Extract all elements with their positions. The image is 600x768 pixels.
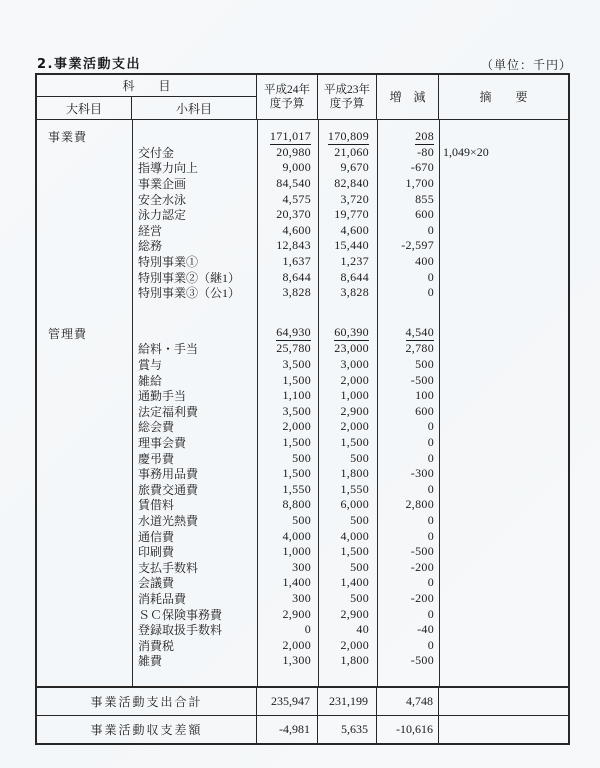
minor-category-cell: 特別事業②（継1） bbox=[138, 270, 241, 285]
minor-category-cell: 水道光熱費 bbox=[138, 513, 199, 528]
h23-budget-cell: 170,809 bbox=[327, 128, 369, 143]
diff-cell: 4,540 bbox=[405, 325, 434, 340]
diff-cell: -500 bbox=[410, 653, 434, 668]
diff-cell: 0 bbox=[427, 285, 434, 300]
balance-row bbox=[37, 715, 568, 743]
h24-budget-cell: 84,540 bbox=[276, 176, 311, 191]
table-row bbox=[37, 481, 568, 497]
table-row bbox=[37, 466, 568, 482]
h24-budget-cell: 500 bbox=[292, 512, 311, 527]
h24-budget-cell: 64,930 bbox=[276, 325, 311, 340]
diff-cell: 0 bbox=[427, 450, 434, 465]
table-row bbox=[37, 622, 568, 638]
h24-budget-cell: 8,800 bbox=[282, 497, 311, 512]
table-row bbox=[37, 301, 568, 326]
expenditure-table bbox=[35, 73, 570, 745]
h23-budget-cell: 1,500 bbox=[340, 544, 369, 559]
minor-category-cell: 安全水泳 bbox=[138, 192, 187, 207]
table-row bbox=[37, 207, 568, 223]
header-remarks-label: 摘 要 bbox=[479, 89, 528, 104]
table-header bbox=[37, 75, 568, 120]
remarks-cell: 1,049×20 bbox=[443, 144, 489, 159]
h24-budget-cell: 0 bbox=[304, 622, 311, 637]
h23-budget-cell: 2,000 bbox=[340, 419, 369, 434]
diff-cell bbox=[377, 306, 439, 321]
h23-budget-cell: 1,550 bbox=[340, 481, 369, 496]
minor-category-cell: 消費税 bbox=[138, 638, 175, 653]
h23-budget-cell: 23,000 bbox=[334, 341, 369, 356]
header-remarks bbox=[439, 75, 568, 119]
h23-budget-cell bbox=[318, 306, 377, 321]
diff-cell: 0 bbox=[427, 434, 434, 449]
minor-category-cell: 賃借料 bbox=[138, 498, 175, 513]
h24-budget-cell: 8,644 bbox=[282, 269, 311, 284]
table-row bbox=[37, 450, 568, 466]
header-major-category: 大科目 bbox=[37, 97, 132, 119]
h23-budget-cell: 40 bbox=[356, 622, 369, 637]
diff-cell: 0 bbox=[427, 606, 434, 621]
h24-budget-cell: 1,000 bbox=[282, 544, 311, 559]
balance-h23-value: 5,635 bbox=[318, 716, 377, 743]
minor-category-cell: ＳＣ保険事務費 bbox=[138, 607, 223, 622]
table-row bbox=[37, 372, 568, 388]
minor-category-cell: 交付金 bbox=[138, 145, 175, 160]
table-row bbox=[37, 435, 568, 451]
h24-budget-cell: 2,000 bbox=[282, 637, 311, 652]
minor-category-cell: 事務用品費 bbox=[138, 467, 199, 482]
h23-budget-cell: 1,400 bbox=[340, 575, 369, 590]
diff-cell: -2,597 bbox=[401, 238, 434, 253]
header-budget-h24-line2: 度予算 bbox=[269, 98, 305, 110]
diff-cell: 2,800 bbox=[405, 497, 434, 512]
diff-cell: -300 bbox=[410, 466, 434, 481]
minor-category-cell: 給料・手当 bbox=[138, 342, 199, 357]
h24-budget-cell: 25,780 bbox=[276, 341, 311, 356]
unit-label: （単位：千円） bbox=[480, 58, 572, 72]
table-row bbox=[37, 513, 568, 529]
diff-cell: 0 bbox=[427, 512, 434, 527]
h23-budget-cell: 500 bbox=[350, 559, 369, 574]
h23-budget-cell: 500 bbox=[350, 512, 369, 527]
h24-budget-cell: 1,100 bbox=[282, 388, 311, 403]
diff-cell: -80 bbox=[417, 144, 434, 159]
table-row bbox=[37, 575, 568, 591]
diff-cell: -200 bbox=[410, 559, 434, 574]
h23-budget-cell: 60,390 bbox=[334, 325, 369, 340]
balance-remarks-cell bbox=[439, 716, 568, 743]
h24-budget-cell: 9,000 bbox=[282, 160, 311, 175]
h23-budget-cell: 500 bbox=[350, 590, 369, 605]
h23-budget-cell: 4,000 bbox=[340, 528, 369, 543]
h23-budget-cell: 19,770 bbox=[334, 207, 369, 222]
table-row bbox=[37, 254, 568, 270]
table-row bbox=[37, 326, 568, 342]
h23-budget-cell: 2,900 bbox=[340, 606, 369, 621]
table-row bbox=[37, 341, 568, 357]
h23-budget-cell: 2,900 bbox=[340, 403, 369, 418]
h24-budget-cell: 1,500 bbox=[282, 372, 311, 387]
diff-cell: 600 bbox=[415, 403, 434, 418]
h24-budget-cell: 1,300 bbox=[282, 653, 311, 668]
h23-budget-cell: 2,000 bbox=[340, 637, 369, 652]
diff-cell: 0 bbox=[427, 575, 434, 590]
minor-category-cell: 登録取扱手数料 bbox=[138, 623, 223, 638]
balance-row-label: 事業活動収支差額 bbox=[37, 716, 257, 743]
total-diff-value: 4,748 bbox=[377, 688, 439, 715]
minor-category-cell: 雑費 bbox=[138, 654, 163, 669]
diff-cell: 855 bbox=[415, 191, 434, 206]
table-row bbox=[37, 160, 568, 176]
h23-budget-cell: 6,000 bbox=[340, 497, 369, 512]
h23-budget-cell: 8,644 bbox=[340, 269, 369, 284]
h24-budget-cell: 1,500 bbox=[282, 466, 311, 481]
balance-h24-value: -4,981 bbox=[257, 716, 318, 743]
h23-budget-cell: 500 bbox=[350, 450, 369, 465]
minor-category-cell: 旅費交通費 bbox=[138, 482, 199, 497]
header-subject: 科 目 bbox=[37, 75, 256, 97]
balance-diff-value: -10,616 bbox=[377, 716, 439, 743]
header-budget-h24 bbox=[257, 75, 318, 119]
minor-category-cell: 特別事業① bbox=[138, 255, 199, 270]
header-increase-decrease bbox=[377, 75, 439, 119]
diff-cell: -200 bbox=[410, 590, 434, 605]
h24-budget-cell: 2,000 bbox=[282, 419, 311, 434]
h24-budget-cell: 1,400 bbox=[282, 575, 311, 590]
h24-budget-cell: 300 bbox=[292, 590, 311, 605]
table-row bbox=[37, 497, 568, 513]
minor-category-cell: 消耗品費 bbox=[138, 591, 187, 606]
h24-budget-cell: 4,575 bbox=[282, 191, 311, 206]
h23-budget-cell: 1,000 bbox=[340, 388, 369, 403]
minor-category-cell: 特別事業③（公1） bbox=[138, 286, 241, 301]
h24-budget-cell: 3,828 bbox=[282, 285, 311, 300]
header-subject-group bbox=[37, 75, 257, 119]
minor-category-cell: 印刷費 bbox=[138, 545, 175, 560]
header-subject-sub bbox=[37, 97, 256, 119]
minor-category-cell: 通信費 bbox=[138, 529, 175, 544]
diff-cell: 500 bbox=[415, 357, 434, 372]
table-row bbox=[37, 129, 568, 145]
diff-cell: 208 bbox=[415, 128, 434, 143]
major-category-cell: 管理費 bbox=[48, 326, 88, 341]
table-row bbox=[37, 544, 568, 560]
diff-cell: 0 bbox=[427, 419, 434, 434]
table-row bbox=[37, 388, 568, 404]
diff-cell: 400 bbox=[415, 254, 434, 269]
diff-cell: 0 bbox=[427, 528, 434, 543]
minor-category-cell: 通勤手当 bbox=[138, 389, 187, 404]
diff-cell: 0 bbox=[427, 269, 434, 284]
diff-cell: -500 bbox=[410, 372, 434, 387]
table-row bbox=[37, 591, 568, 607]
minor-category-cell: 賞与 bbox=[138, 358, 163, 373]
diff-cell: 100 bbox=[415, 388, 434, 403]
total-h24-value: 235,947 bbox=[257, 688, 318, 715]
minor-category-cell: 雑給 bbox=[138, 373, 163, 388]
minor-category-cell: 総務 bbox=[138, 239, 163, 254]
h24-budget-cell bbox=[257, 306, 318, 321]
table-row bbox=[37, 653, 568, 669]
h24-budget-cell: 2,900 bbox=[282, 606, 311, 621]
h23-budget-cell: 4,600 bbox=[340, 222, 369, 237]
table-row bbox=[37, 145, 568, 161]
diff-cell: -500 bbox=[410, 544, 434, 559]
h23-budget-cell: 2,000 bbox=[340, 372, 369, 387]
total-h23-value: 231,199 bbox=[318, 688, 377, 715]
h23-budget-cell: 3,720 bbox=[340, 191, 369, 206]
h24-budget-cell: 4,600 bbox=[282, 222, 311, 237]
h23-budget-cell: 1,237 bbox=[340, 254, 369, 269]
diff-cell: 2,780 bbox=[405, 341, 434, 356]
diff-cell: 600 bbox=[415, 207, 434, 222]
table-row bbox=[37, 404, 568, 420]
minor-category-cell: 指導力向上 bbox=[138, 161, 199, 176]
diff-cell: 0 bbox=[427, 481, 434, 496]
minor-category-cell: 事業企画 bbox=[138, 177, 187, 192]
h24-budget-cell: 1,500 bbox=[282, 434, 311, 449]
h23-budget-cell: 82,840 bbox=[334, 176, 369, 191]
h23-budget-cell: 9,670 bbox=[340, 160, 369, 175]
total-row bbox=[37, 686, 568, 715]
minor-category-cell: 会議費 bbox=[138, 576, 175, 591]
table-row bbox=[37, 223, 568, 239]
h23-budget-cell: 1,800 bbox=[340, 653, 369, 668]
major-category-cell: 事業費 bbox=[48, 130, 88, 145]
h24-budget-cell: 20,370 bbox=[276, 207, 311, 222]
h24-budget-cell: 4,000 bbox=[282, 528, 311, 543]
minor-category-cell: 泳力認定 bbox=[138, 208, 187, 223]
h23-budget-cell: 3,828 bbox=[340, 285, 369, 300]
h24-budget-cell: 1,550 bbox=[282, 481, 311, 496]
h24-budget-cell: 1,637 bbox=[282, 254, 311, 269]
diff-cell: 0 bbox=[427, 637, 434, 652]
header-budget-h24-line1: 平成24年 bbox=[264, 83, 310, 96]
table-row bbox=[37, 606, 568, 622]
h24-budget-cell: 3,500 bbox=[282, 403, 311, 418]
diff-cell: -40 bbox=[417, 622, 434, 637]
header-budget-h23-line2: 度予算 bbox=[329, 98, 365, 110]
h23-budget-cell: 21,060 bbox=[334, 144, 369, 159]
page-title: 2.事業活動支出 bbox=[37, 57, 141, 72]
h24-budget-cell: 171,017 bbox=[269, 128, 311, 143]
table-row bbox=[37, 285, 568, 301]
table-body-rows bbox=[37, 120, 568, 686]
table-row bbox=[37, 176, 568, 192]
table-row bbox=[37, 559, 568, 575]
h23-budget-cell: 3,000 bbox=[340, 357, 369, 372]
table-row bbox=[37, 191, 568, 207]
diff-cell: 0 bbox=[427, 222, 434, 237]
h23-budget-cell: 15,440 bbox=[334, 238, 369, 253]
h24-budget-cell: 500 bbox=[292, 450, 311, 465]
table-row bbox=[37, 269, 568, 285]
h24-budget-cell: 20,980 bbox=[276, 144, 311, 159]
h24-budget-cell: 300 bbox=[292, 559, 311, 574]
diff-cell: 1,700 bbox=[405, 176, 434, 191]
header-budget-h23-line1: 平成23年 bbox=[324, 83, 370, 96]
h23-budget-cell: 1,500 bbox=[340, 434, 369, 449]
diff-cell: -670 bbox=[410, 160, 434, 175]
h23-budget-cell: 1,800 bbox=[340, 466, 369, 481]
minor-category-cell: 総会費 bbox=[138, 420, 175, 435]
minor-category-cell: 理事会費 bbox=[138, 435, 187, 450]
total-remarks-cell bbox=[439, 688, 568, 715]
total-row-label: 事業活動支出合計 bbox=[37, 688, 257, 715]
table-row bbox=[37, 419, 568, 435]
minor-category-cell: 慶弔費 bbox=[138, 451, 175, 466]
header-increase-decrease-label: 増 減 bbox=[389, 89, 426, 104]
minor-category-cell: 経営 bbox=[138, 223, 163, 238]
table-row bbox=[37, 528, 568, 544]
header-budget-h23 bbox=[318, 75, 377, 119]
table-row bbox=[37, 357, 568, 373]
h24-budget-cell: 3,500 bbox=[282, 357, 311, 372]
h24-budget-cell: 12,843 bbox=[276, 238, 311, 253]
table-row bbox=[37, 637, 568, 653]
table-row bbox=[37, 238, 568, 254]
header-minor-category: 小科目 bbox=[175, 101, 212, 116]
minor-category-cell: 支払手数料 bbox=[138, 560, 199, 575]
minor-category-cell: 法定福利費 bbox=[138, 404, 199, 419]
